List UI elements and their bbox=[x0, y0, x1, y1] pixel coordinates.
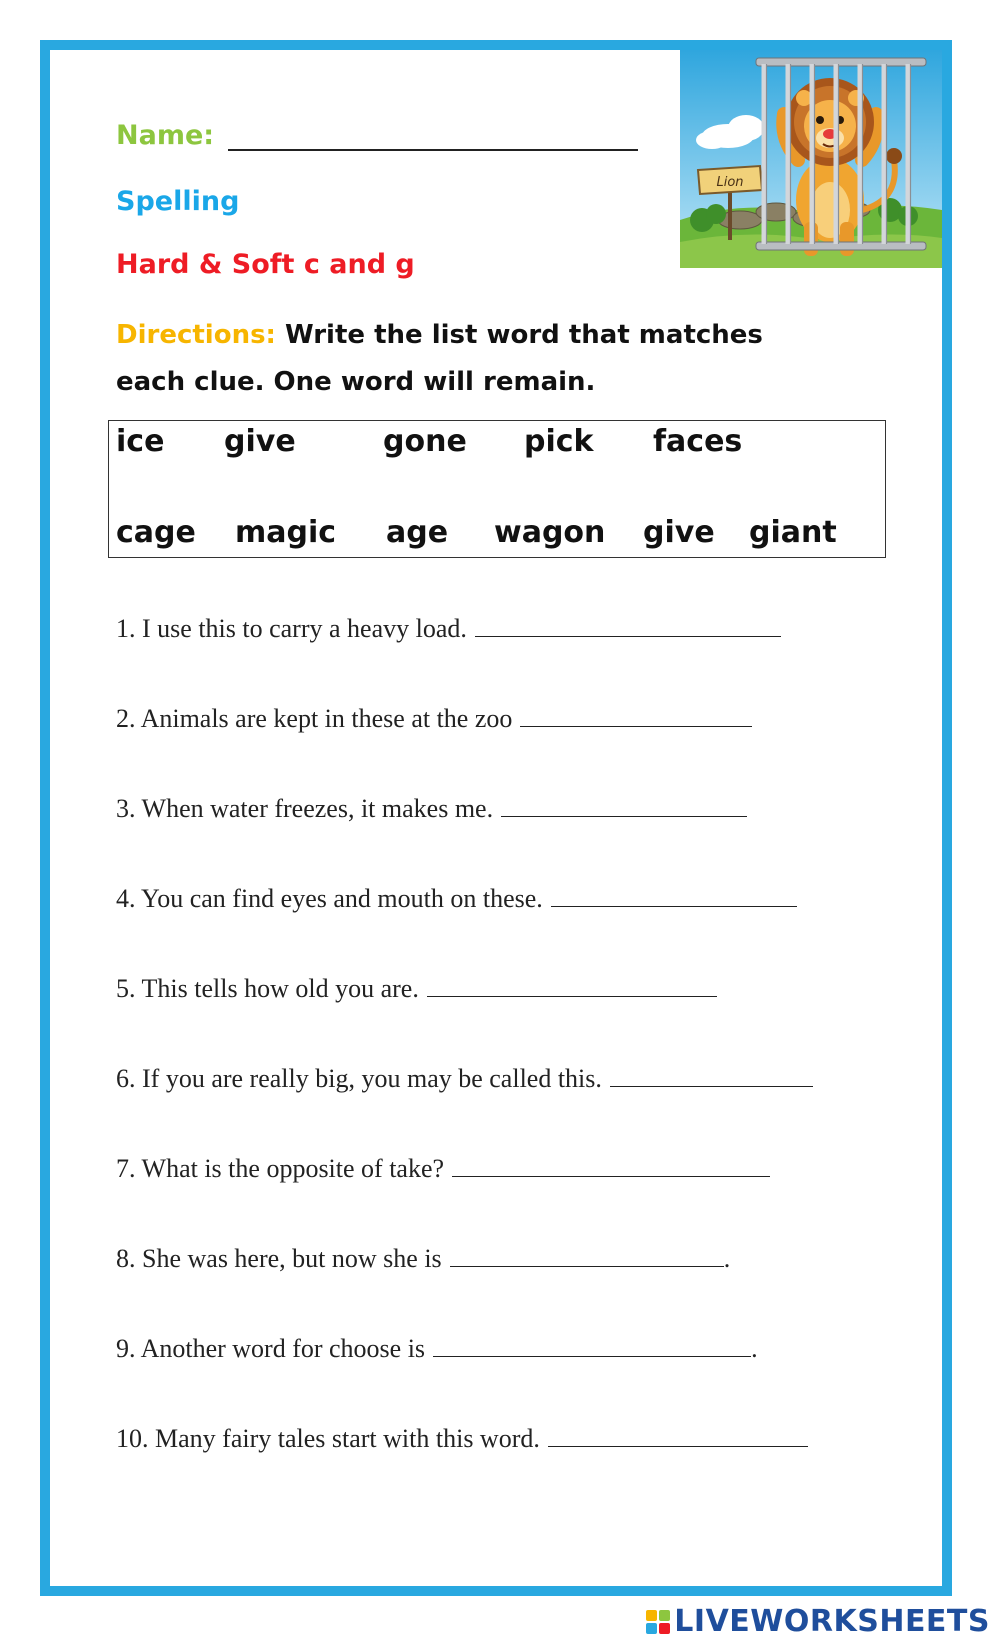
word-bank-word: giant bbox=[749, 515, 837, 550]
name-input-line[interactable] bbox=[228, 149, 638, 151]
answer-blank-2[interactable] bbox=[520, 726, 752, 727]
sign-text: Lion bbox=[716, 175, 744, 190]
answer-blank-3[interactable] bbox=[501, 816, 747, 817]
directions-text: Write the list word that matches each clue. One word will remain. bbox=[116, 320, 763, 397]
question-6: 6. If you are really big, you may be called this. bbox=[116, 1064, 813, 1094]
word-bank-word: pick bbox=[524, 424, 594, 459]
question-5: 5. This tells how old you are. bbox=[116, 974, 717, 1004]
word-bank-word: ice bbox=[116, 424, 165, 459]
topic-title: Hard & Soft c and g bbox=[116, 249, 415, 280]
question-4: 4. You can find eyes and mouth on these. bbox=[116, 884, 797, 914]
word-bank-word: magic bbox=[235, 515, 337, 550]
liveworksheets-logo-icon bbox=[646, 1610, 670, 1634]
answer-blank-4[interactable] bbox=[551, 906, 797, 907]
word-bank-word: faces bbox=[653, 424, 743, 459]
word-bank-word: cage bbox=[116, 515, 196, 550]
answer-blank-10[interactable] bbox=[548, 1446, 808, 1447]
name-label: Name: bbox=[116, 120, 215, 151]
answer-blank-9[interactable] bbox=[433, 1356, 751, 1357]
logo-text: LIVEWORKSHEETS bbox=[674, 1604, 990, 1639]
question-3: 3. When water freezes, it makes me. bbox=[116, 794, 747, 824]
answer-blank-7[interactable] bbox=[452, 1176, 770, 1177]
word-bank-word: wagon bbox=[494, 515, 606, 550]
answer-blank-8[interactable] bbox=[450, 1266, 724, 1267]
directions-label: Directions: bbox=[116, 320, 276, 350]
lion-cage-illustration bbox=[680, 50, 942, 268]
answer-blank-6[interactable] bbox=[610, 1086, 813, 1087]
question-10: 10. Many fairy tales start with this word. bbox=[116, 1424, 808, 1454]
question-7: 7. What is the opposite of take? bbox=[116, 1154, 770, 1184]
liveworksheets-logo[interactable] bbox=[646, 1604, 990, 1639]
question-8: 8. She was here, but now she is . bbox=[116, 1244, 731, 1273]
directions bbox=[116, 312, 836, 406]
answer-blank-1[interactable] bbox=[475, 636, 781, 637]
subject-title: Spelling bbox=[116, 186, 240, 217]
word-bank-word: gone bbox=[383, 424, 467, 459]
question-2: 2. Animals are kept in these at the zoo bbox=[116, 704, 752, 734]
word-bank-word: give bbox=[643, 515, 715, 550]
answer-blank-5[interactable] bbox=[427, 996, 717, 997]
question-1: 1. I use this to carry a heavy load. bbox=[116, 614, 781, 644]
question-9: 9. Another word for choose is . bbox=[116, 1334, 758, 1363]
lion-cage-picture bbox=[680, 50, 942, 268]
word-bank-word: age bbox=[386, 515, 449, 550]
word-bank-word: give bbox=[224, 424, 296, 459]
